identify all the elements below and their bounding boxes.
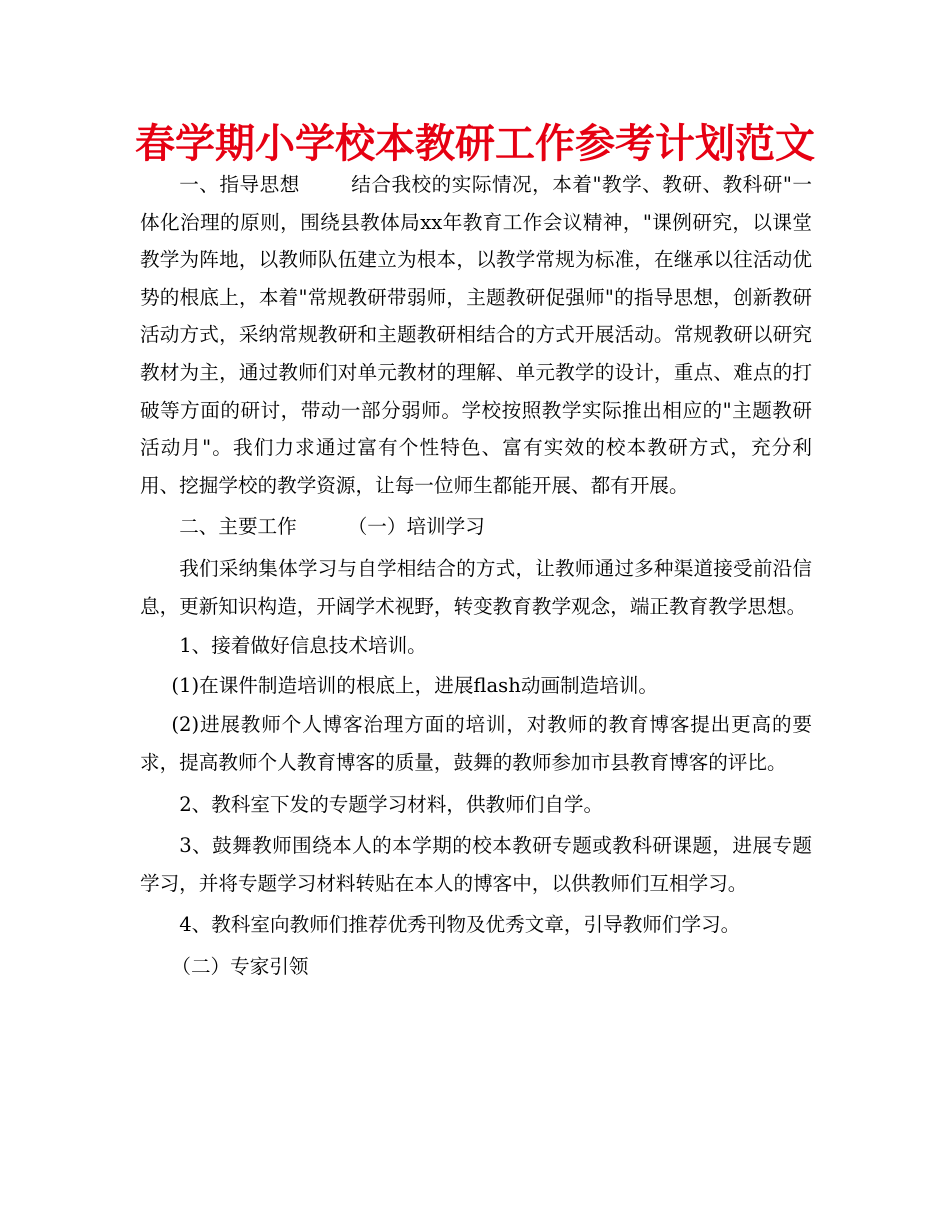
list-item: 1、接着做好信息技术培训。 [179, 634, 427, 658]
list-item: (1)在课件制造培训的根底上，进展flash动画制造培训。 [171, 673, 659, 697]
document-body [140, 166, 812, 985]
list-item: 4、教科室向教师们推荐优秀刊物及优秀文章，引导教师们学习。 [179, 913, 741, 937]
list-item: 3、鼓舞教师围绕本人的本学期的校本教研专题或教科研课题，进展专题学习，并将专题学习材料转贴在本人的博客中，以供教师们互相学习。 [140, 834, 812, 895]
section-heading: 二、主要工作 [179, 515, 297, 539]
paragraph: 我们采纳集体学习与自学相结合的方式，让教师通过多种渠道接受前沿信息，更新知识构造，开阔学术视野，转变教育教学观念，端正教育教学思想。 [140, 556, 812, 618]
section-heading: 一、指导思想 [179, 173, 300, 196]
paragraph-guiding-thought [140, 166, 812, 504]
document-title: 春学期小学校本教研工作参考计划范文 [135, 121, 815, 167]
list-item: (2)进展教师个人博客治理方面的培训，对教师的教育博客提出更高的要求，提高教师个人教育博客的质量，鼓舞的教师参加市县教育博客的评比。 [140, 713, 812, 774]
list-item: 2、教科室下发的专题学习材料，供教师们自学。 [179, 792, 604, 816]
subsection-heading: （二）专家引领 [171, 954, 309, 978]
subsection-heading: （一）培训学习 [347, 515, 485, 539]
paragraph-main-work [140, 508, 812, 546]
paragraph-text: 结合我校的实际情况，本着"教学、教研、教科研"一体化治理的原则，围绕县教体局xx年教育工作会议精神，"课例研究，以课堂教学为阵地，以教师队伍建立为根本，以教学常规为标准，在继承以往活动优势的根底上，本着"常规教研带弱师，主题教研促强师"的指导思想，创新教研活动方式，采纳常规教研和主题教研相结合的方式开展活动。常规教研以研究教材为主，通过教师们对单元教材的理解、单元教学的设计，重点、难点的打破等方面的研讨，带动一部分弱师。学校按照教学实际推出相应的"主题教研活动月"。我们力求通过富有个性特色、富有实效的校本教研方式，充分利用、挖掘学校的教学资源，让每一位师生都能开展、都有开展。 [140, 173, 812, 497]
